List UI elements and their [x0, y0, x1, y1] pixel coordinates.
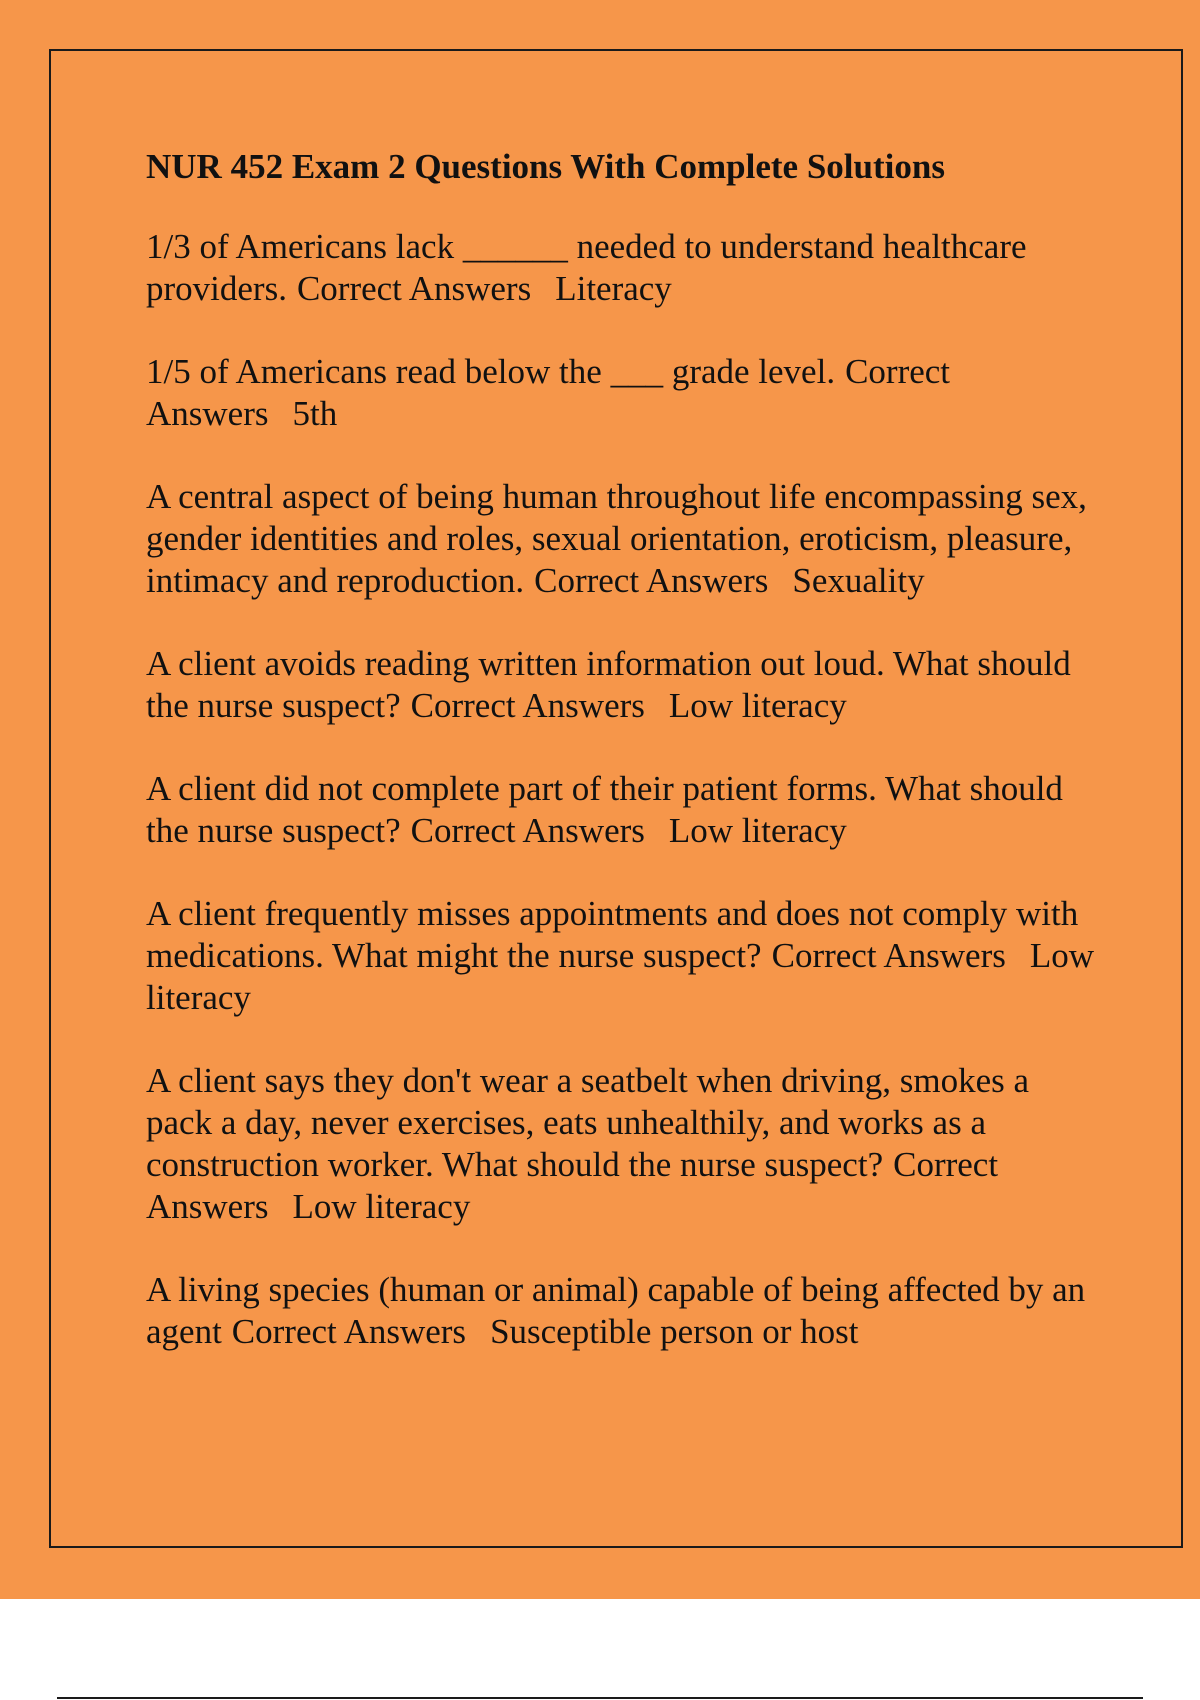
answer-label: Correct Answers	[771, 936, 1006, 975]
question-text: A client frequently misses appointments and does not comply with medications. What might the nurse suspect?	[146, 894, 1079, 975]
answer-text: Low literacy	[292, 1187, 471, 1226]
answer-text: Low literacy	[668, 811, 847, 850]
question-text: A central aspect of being human throughout life encompassing sex, gender identities and roles, sexual orientation, eroticism, pleasure, intimacy and reproduction.	[146, 477, 1087, 600]
answer-label: Correct Answers	[296, 269, 532, 308]
answer-text: Sexuality	[792, 561, 925, 600]
answer-label: Correct Answers	[410, 811, 645, 850]
question-text: A client did not complete part of their patient forms. What should the nurse suspect?	[146, 769, 1063, 850]
answer-text: Susceptible person or host	[490, 1312, 859, 1351]
question-text: 1/5 of Americans read below the ___ grade level.	[146, 352, 836, 391]
qa-item	[146, 643, 1096, 727]
question-text: A client says they don't wear a seatbelt when driving, smokes a pack a day, never exercises, eats unhealthily, and works as a construction worker. What should the nurse suspect?	[146, 1061, 1030, 1184]
qa-item	[146, 1060, 1096, 1228]
document-title: NUR 452 Exam 2 Questions With Complete Solutions	[146, 147, 945, 186]
question-text: 1/3 of Americans lack ______ needed to understand healthcare providers.	[146, 227, 1027, 308]
qa-item	[146, 351, 1096, 435]
answer-label: Correct Answers	[146, 1145, 999, 1226]
qa-item	[146, 476, 1096, 602]
answer-text: Literacy	[555, 269, 672, 308]
footer-divider	[57, 1697, 1143, 1699]
qa-item	[146, 226, 1096, 310]
qa-item	[146, 768, 1096, 852]
qa-item	[146, 1269, 1096, 1353]
answer-label: Correct Answers	[146, 352, 951, 433]
answer-text: 5th	[292, 394, 338, 433]
answer-label: Correct Answers	[534, 561, 769, 600]
answer-text: Low literacy	[668, 686, 847, 725]
question-text: A client avoids reading written information out loud. What should the nurse suspect?	[146, 644, 1071, 725]
qa-list	[146, 226, 1096, 1394]
question-text: A living species (human or animal) capable of being affected by an agent	[146, 1270, 1086, 1351]
answer-label: Correct Answers	[410, 686, 645, 725]
answer-text: Low literacy	[146, 936, 1095, 1017]
answer-label: Correct Answers	[231, 1312, 467, 1351]
qa-item	[146, 893, 1096, 1019]
